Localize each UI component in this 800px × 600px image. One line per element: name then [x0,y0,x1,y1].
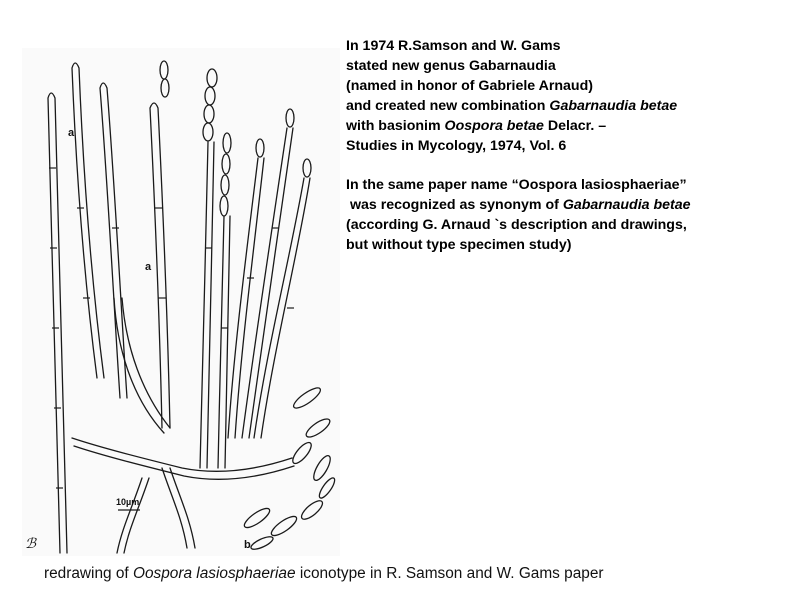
caption-species: Oospora lasiosphaeriae [132,565,296,582]
species-name: Oospora betae [444,118,544,134]
text-line [346,195,786,215]
species-name: Gabarnaudia betae [562,197,691,213]
conidiophore-r5 [254,178,310,438]
conidial-chain-1 [160,61,169,97]
paragraph-genus [346,36,786,156]
text-line: (according G. Arnaud `s description and drawings, [346,217,687,233]
label-b: b [244,539,251,551]
text-line [346,116,786,136]
text-run: with basionim [346,118,445,134]
text-line: In 1974 R.Samson and W. Gams [346,38,561,54]
figure-caption [44,565,604,583]
text-line: but without type specimen study) [346,237,572,253]
text-run: was recognized as synonym of [346,197,563,213]
scale-bar-label: 10µm [116,497,140,507]
species-name: Gabarnaudia betae [549,98,678,114]
description-text [346,36,786,255]
conidial-chain-2 [203,69,217,141]
conidiophore-main [150,103,170,428]
caption-text: redrawing of [44,565,133,582]
hyphae-illustration [22,48,340,556]
conidial-chain-3 [220,133,231,216]
paragraph-synonym [346,175,786,255]
text-run: Delacr. – [543,118,607,134]
conidiophore-second [72,63,104,378]
artist-signature: ℬ [25,535,37,551]
text-line: stated new genus Gabarnaudia [346,58,556,74]
fungus-drawing [22,48,340,556]
text-line: (named in honor of Gabriele Arnaud) [346,78,593,94]
free-conidia [242,385,337,552]
conidiophore-r3 [228,158,264,438]
conidiophore-left [48,93,67,553]
conidiophore-third [100,83,127,398]
label-a-middle: a [145,261,152,273]
text-line: In the same paper name “Oospora lasiosphaeriae” [346,177,687,193]
text-line: Studies in Mycology, 1974, Vol. 6 [346,138,567,154]
basal-mycelium [72,438,294,553]
text-run: and created new combination [346,98,550,114]
conidial-chain-4 [256,109,311,177]
text-line [346,96,786,116]
label-a-upper: a [68,127,75,139]
conidiophore-r1 [200,142,214,468]
caption-text: iconotype in R. Samson and W. Gams paper [295,565,604,582]
